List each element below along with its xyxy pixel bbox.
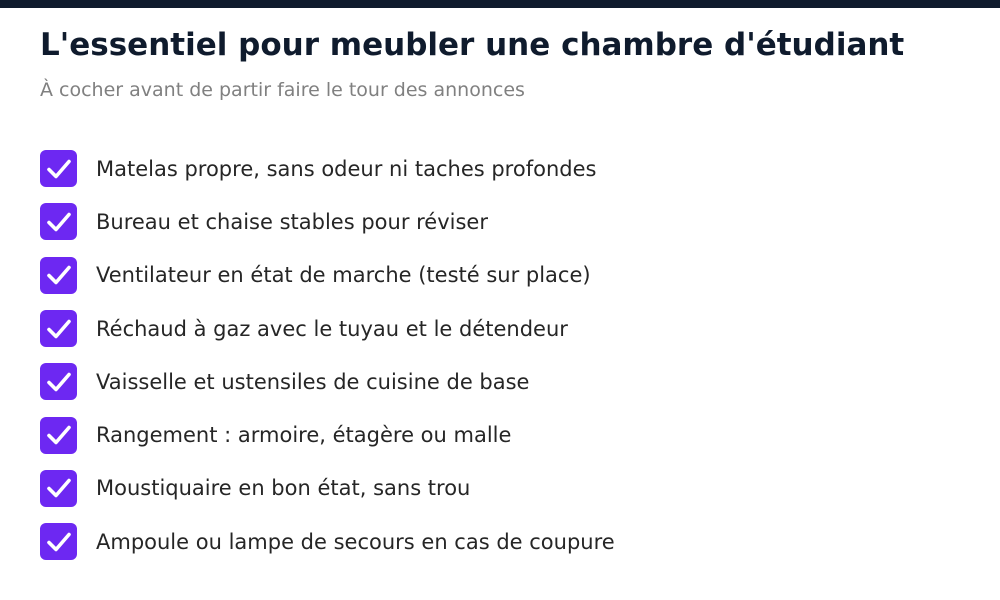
- page-title: L'essentiel pour meubler une chambre d'étudiant: [40, 27, 905, 63]
- checklist-item[interactable]: [40, 302, 615, 355]
- checkbox[interactable]: [40, 523, 77, 560]
- check-icon: [45, 368, 73, 396]
- checklist-item-label: Vaisselle et ustensiles de cuisine de base: [96, 369, 530, 394]
- checkbox[interactable]: [40, 310, 77, 347]
- checkbox[interactable]: [40, 150, 77, 187]
- checklist-card: [40, 26, 980, 554]
- checklist-item[interactable]: [40, 408, 615, 461]
- checklist-item-label: Bureau et chaise stables pour réviser: [96, 209, 488, 234]
- check-icon: [45, 208, 73, 236]
- checkbox[interactable]: [40, 363, 77, 400]
- checklist-item-label: Ventilateur en état de marche (testé sur place): [96, 263, 591, 288]
- checklist-item-label: Rangement : armoire, étagère ou malle: [96, 423, 512, 448]
- check-icon: [45, 155, 73, 183]
- checklist-item[interactable]: [40, 249, 615, 302]
- page-subtitle: À cocher avant de partir faire le tour des annonces: [40, 79, 525, 101]
- checklist: [40, 142, 615, 568]
- checklist-item[interactable]: [40, 142, 615, 195]
- checklist-item[interactable]: [40, 462, 615, 515]
- checklist-item[interactable]: [40, 195, 615, 248]
- check-icon: [45, 315, 73, 343]
- checkbox[interactable]: [40, 203, 77, 240]
- checklist-item[interactable]: [40, 355, 615, 408]
- checklist-item-label: Matelas propre, sans odeur ni taches profondes: [96, 156, 597, 181]
- check-icon: [45, 261, 73, 289]
- checkbox[interactable]: [40, 257, 77, 294]
- top-accent-bar: [0, 0, 1000, 8]
- check-icon: [45, 421, 73, 449]
- checklist-item-label: Ampoule ou lampe de secours en cas de coupure: [96, 529, 615, 554]
- checkbox[interactable]: [40, 470, 77, 507]
- check-icon: [45, 474, 73, 502]
- checklist-item-label: Moustiquaire en bon état, sans trou: [96, 476, 471, 501]
- checklist-item[interactable]: [40, 515, 615, 568]
- check-icon: [45, 528, 73, 556]
- checkbox[interactable]: [40, 417, 77, 454]
- checklist-item-label: Réchaud à gaz avec le tuyau et le détendeur: [96, 316, 568, 341]
